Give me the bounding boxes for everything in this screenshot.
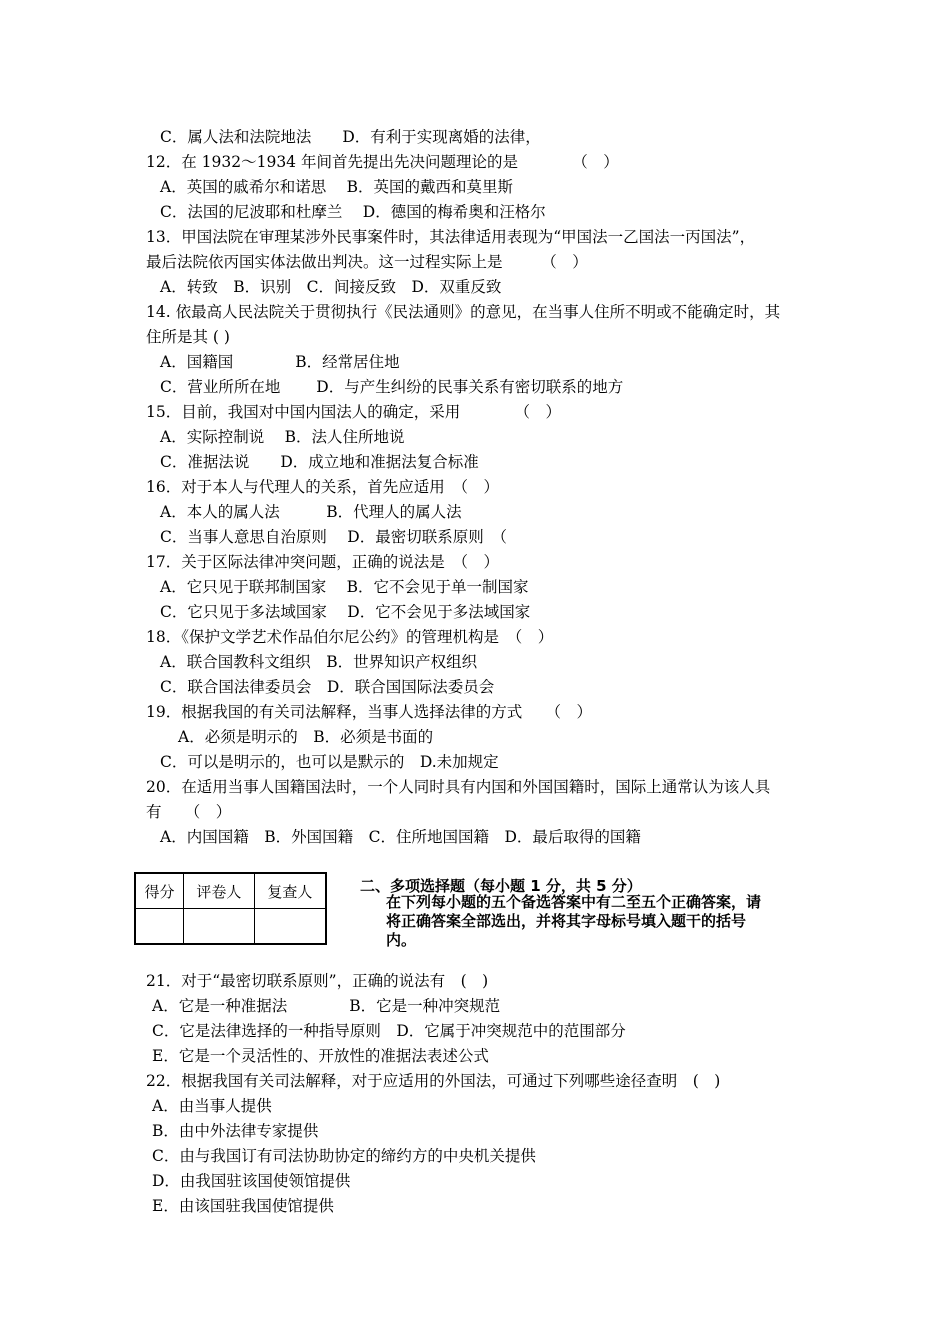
text-line: 16．对于本人与代理人的关系，首先应适用 （ ） xyxy=(146,478,499,496)
text-line: E．它是一个灵活性的、开放性的准据法表述公式 xyxy=(152,1047,489,1065)
reviewer-cell xyxy=(254,909,326,945)
score-cell xyxy=(135,909,184,945)
section-title: 二、多项选择题（每小题 1 分，共 5 分） xyxy=(360,877,642,895)
grader-label: 评卷人 xyxy=(184,873,255,909)
text-line: C．由与我国订有司法协助协定的缔约方的中央机关提供 xyxy=(152,1147,536,1165)
text-line: C．属人法和法院地法 D．有利于实现离婚的法律， xyxy=(160,128,541,146)
score-table xyxy=(134,872,327,945)
text-line: 21．对于“最密切联系原则”，正确的说法有 ( ) xyxy=(146,972,489,990)
text-line: 住所是其 ( ) xyxy=(146,328,230,346)
text-line: A．它是一种准据法 B．它是一种冲突规范 xyxy=(152,997,501,1015)
text-line: D．由我国驻该国使领馆提供 xyxy=(152,1172,351,1190)
text-line: C．准据法说 D．成立地和准据法复合标准 xyxy=(160,453,479,471)
text-line: C．它只见于多法域国家 D．它不会见于多法域国家 xyxy=(160,603,531,621)
text-line: 13．甲国法院在审理某涉外民事案件时，其法律适用表现为“甲国法一乙国法一丙国法”， xyxy=(146,228,756,246)
text-line: 12．在 1932～1934 年间首先提出先决问题理论的是 （ ） xyxy=(146,153,619,171)
text-line: A．实际控制说 B．法人住所地说 xyxy=(160,428,405,446)
text-line: 15．目前，我国对中国内国法人的确定，采用 （ ） xyxy=(146,403,561,421)
text-line: C．它是法律选择的一种指导原则 D．它属于冲突规范中的范围部分 xyxy=(152,1022,626,1040)
text-line: A．转致 B．识别 C．间接反致 D．双重反致 xyxy=(160,278,502,296)
text-line: C．当事人意思自治原则 D．最密切联系原则 （ xyxy=(160,528,507,546)
text-line: A．国籍国 B．经常居住地 xyxy=(160,353,400,371)
text-line: A．英国的戚希尔和诺思 B．英国的戴西和莫里斯 xyxy=(160,178,514,196)
score-label: 得分 xyxy=(135,873,184,909)
text-line: C．联合国法律委员会 D．联合国国际法委员会 xyxy=(160,678,495,696)
text-line: A．它只见于联邦制国家 B．它不会见于单一制国家 xyxy=(160,578,529,596)
text-line: A．联合国教科文组织 B．世界知识产权组织 xyxy=(160,653,478,671)
text-line: 19．根据我国的有关司法解释，当事人选择法律的方式 （ ） xyxy=(146,703,592,721)
text-line: 17．关于区际法律冲突问题，正确的说法是 （ ） xyxy=(146,553,499,571)
text-line: B．由中外法律专家提供 xyxy=(152,1122,319,1140)
text-line: E．由该国驻我国使馆提供 xyxy=(152,1197,334,1215)
text-line: 18．《保护文学艺术作品伯尔尼公约》的管理机构是 （ ） xyxy=(146,628,554,646)
text-line: 最后法院依丙国实体法做出判决。这一过程实际上是 （ ） xyxy=(146,253,588,271)
text-line: A．内国国籍 B．外国国籍 C．住所地国国籍 D．最后取得的国籍 xyxy=(160,828,641,846)
text-line: A．由当事人提供 xyxy=(152,1097,272,1115)
text-line: C．营业所所在地 D．与产生纠纷的民事关系有密切联系的地方 xyxy=(160,378,624,396)
text-line: C．可以是明示的，也可以是默示的 D.未加规定 xyxy=(160,753,499,771)
section-description: 在下列每小题的五个备选答案中有二至五个正确答案，请将正确答案全部选出，并将其字母标号填入题干的括号内。 xyxy=(386,893,762,949)
text-line: 有 （ ） xyxy=(146,803,232,821)
grader-cell xyxy=(184,909,255,945)
text-line: A．本人的属人法 B．代理人的属人法 xyxy=(160,503,462,521)
text-line: 14. 依最高人民法院关于贯彻执行《民法通则》的意见，在当事人住所不明或不能确定时，其 xyxy=(146,303,781,321)
text-line: 20．在适用当事人国籍国法时，一个人同时具有内国和外国国籍时，国际上通常认为该人具 xyxy=(146,778,771,796)
text-line: 22．根据我国有关司法解释，对于应适用的外国法，可通过下列哪些途径查明 ( ) xyxy=(146,1072,721,1090)
reviewer-label: 复查人 xyxy=(254,873,326,909)
text-line: C．法国的尼波耶和杜摩兰 D．德国的梅希奥和汪格尔 xyxy=(160,203,546,221)
text-line: A．必须是明示的 B．必须是书面的 xyxy=(178,728,434,746)
